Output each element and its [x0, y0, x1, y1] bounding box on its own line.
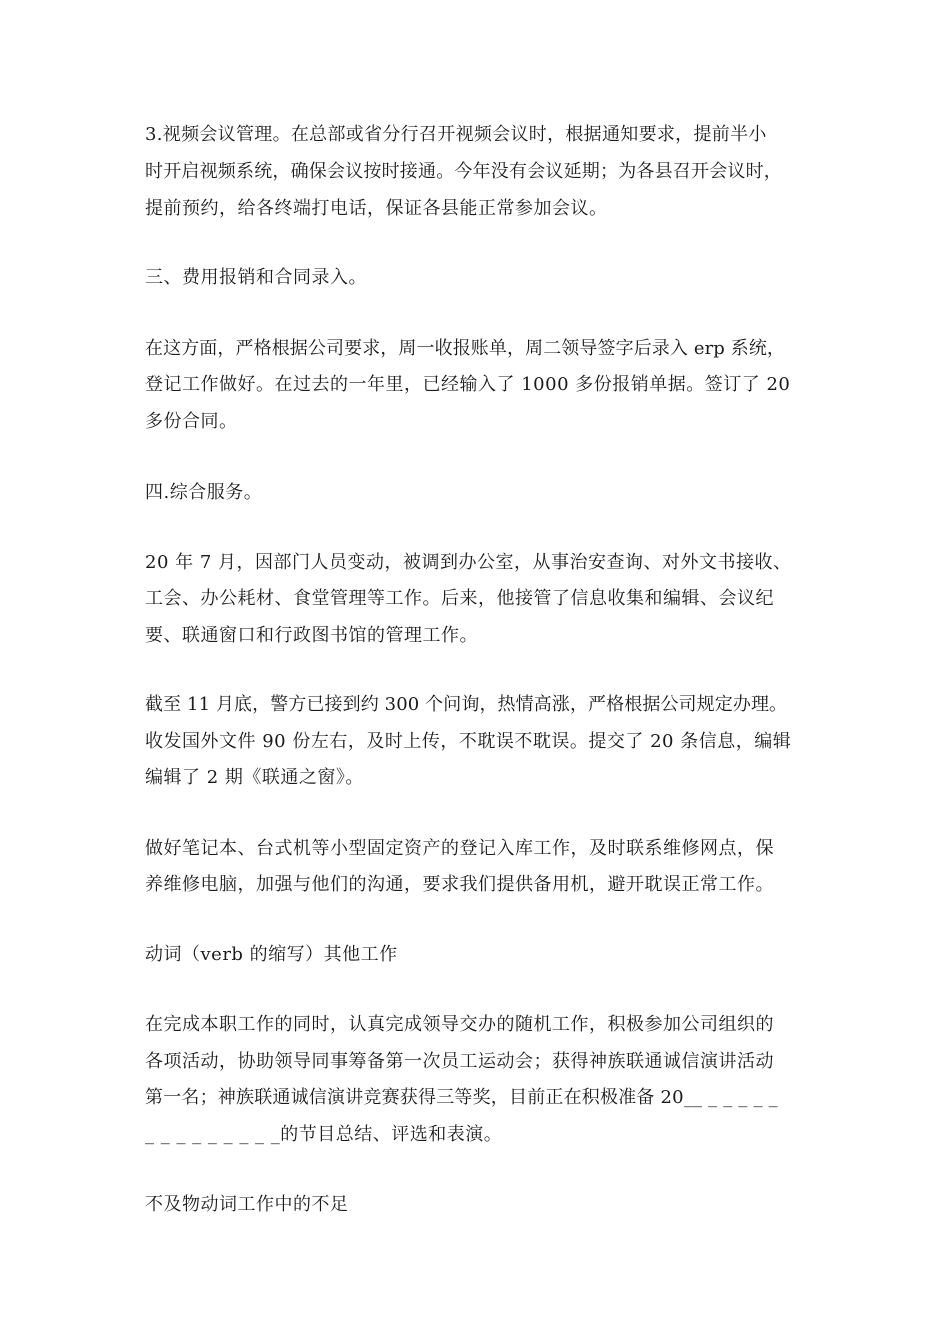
section-heading: 动词（verb 的缩写）其他工作 [145, 944, 398, 965]
section-heading: 四.综合服务。 [145, 482, 263, 503]
text-line: 截至 11 月底，警方已接到约 300 个问询，热情高涨，严格根据公司规定办理。 [145, 694, 788, 715]
text-line: 第一名；神族联通诚信演讲竞赛获得三等奖，目前正在积极准备 20__ _ _ _ _ _ [145, 1087, 778, 1108]
text-line: 在这方面，严格根据公司要求，周一收报账单，周二领导签字后录入 erp 系统， [145, 338, 786, 359]
text-line: 提前预约，给各终端打电话，保证各县能正常参加会议。 [145, 198, 608, 219]
text-line: 收发国外文件 90 份左右，及时上传，不耽误不耽误。提交了 20 条信息，编辑 [145, 731, 792, 752]
text-line: 登记工作做好。在过去的一年里，已经输入了 1000 多份报销单据。签订了 20 [145, 374, 791, 395]
text-line: 在完成本职工作的同时，认真完成领导交办的随机工作，积极参加公司组织的 [145, 1014, 774, 1035]
section-heading: 不及物动词工作中的不足 [145, 1194, 349, 1215]
text-line: 做好笔记本、台式机等小型固定资产的登记入库工作，及时联系维修网点，保 [145, 838, 774, 859]
text-line: 各项活动，协助领导同事筹备第一次员工运动会；获得神族联通诚信演讲活动 [145, 1051, 774, 1072]
text-line: _ _ _ _ _ _ _ _ _的节目总结、评选和表演。 [145, 1124, 503, 1145]
section-heading: 三、费用报销和合同录入。 [145, 267, 367, 288]
text-line: 工会、办公耗材、食堂管理等工作。后来，他接管了信息收集和编辑、会议纪 [145, 588, 774, 609]
text-line: 3.视频会议管理。在总部或省分行召开视频会议时，根据通知要求，提前半小 [145, 124, 767, 145]
text-line: 多份合同。 [145, 411, 238, 432]
text-line: 20 年 7 月，因部门人员变动，被调到办公室，从事治安查询、对外文书接收、 [145, 552, 792, 573]
text-line: 时开启视频系统，确保会议按时接通。今年没有会议延期；为各县召开会议时， [145, 161, 782, 182]
text-line: 要、联通窗口和行政图书馆的管理工作。 [145, 625, 478, 646]
text-line: 养维修电脑，加强与他们的沟通，要求我们提供备用机，避开耽误正常工作。 [145, 874, 774, 895]
text-line: 编辑了 2 期《联通之窗》。 [145, 767, 364, 788]
